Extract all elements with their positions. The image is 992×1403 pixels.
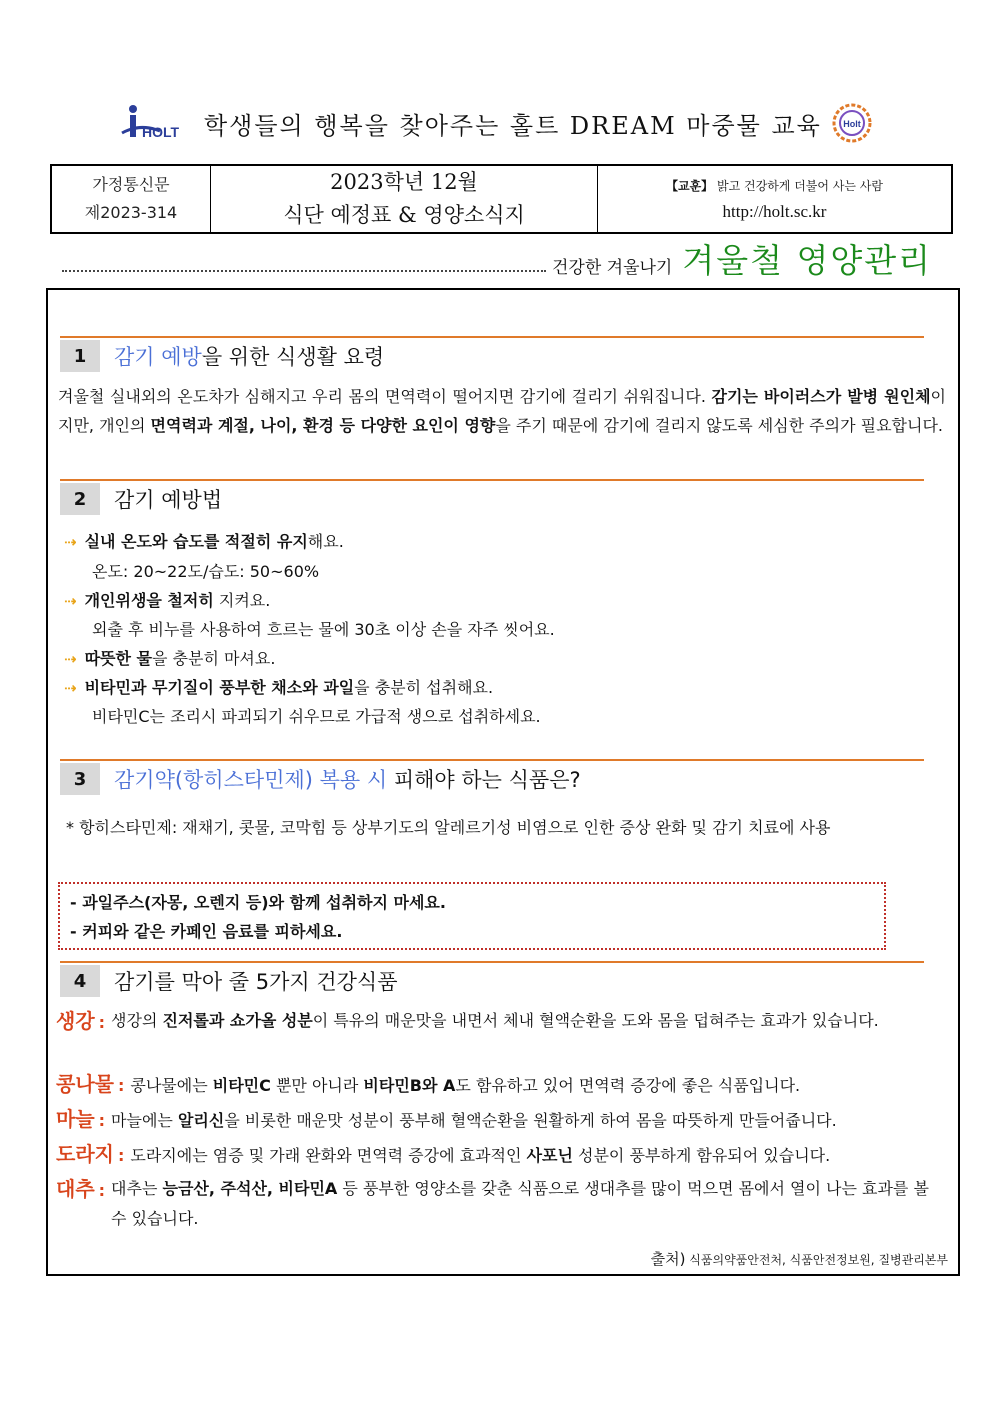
list-item: ⇢ 비타민과 무기질이 풍부한 채소와 과일을 충분히 섭취해요.	[64, 678, 494, 697]
svg-text:Holt: Holt	[843, 119, 861, 129]
list-item-detail: 비타민C는 조리시 파괴되기 쉬우므로 가급적 생으로 섭취하세요.	[92, 707, 541, 726]
arrow-icon: ⇢	[64, 533, 77, 551]
section-number: 4	[60, 965, 100, 997]
school-url-link[interactable]: http://holt.sc.kr	[722, 202, 827, 221]
school-cell	[598, 166, 951, 232]
school-slogan	[120, 100, 880, 146]
newsletter-subtitle	[62, 240, 932, 282]
source-citation: 출처) 식품의약품안전처, 식품안전정보원, 질병관리본부	[650, 1250, 948, 1268]
section-title: 감기 예방을 위한 식생활 요령	[114, 345, 385, 369]
document-title: 식단 예정표 & 영양소식지	[283, 203, 525, 227]
list-item: ⇢ 개인위생을 철저히 지켜요.	[64, 591, 271, 610]
subtitle-pre: 건강한 겨울나기	[552, 258, 673, 278]
arrow-icon: ⇢	[64, 592, 77, 610]
warning-item: - 과일주스(자몽, 오렌지 등)와 함께 섭취하지 마세요.	[70, 893, 446, 912]
list-item-detail: 온도: 20~22도/습도: 50~60%	[92, 562, 320, 581]
section-number: 3	[60, 763, 100, 795]
warning-item: - 커피와 같은 카페인 음료를 피하세요.	[70, 922, 343, 941]
antihistamine-note: * 항히스타민제: 재채기, 콧물, 코막힘 등 상부기도의 알레르기성 비염으로 인한 증상 완화 및 감기 치료에 사용	[66, 818, 831, 837]
warning-box	[58, 882, 886, 950]
holt-logo-icon	[120, 103, 200, 143]
food-item-bean-sprouts: 콩나물 : 콩나물에는 비타민C 뿐만 아니라 비타민B와 A도 함유하고 있어 면역력 증강에 좋은 식품입니다.	[56, 1072, 801, 1096]
food-item-garlic: 마늘 : 마늘에는 알리신을 비롯한 매운맛 성분이 풍부해 혈액순환을 원활하게 하여 몸을 따뜻하게 만들어줍니다.	[56, 1107, 837, 1131]
issue-date: 2023학년 12월	[330, 170, 478, 194]
section-number: 2	[60, 483, 100, 515]
newsletter-number-cell	[52, 166, 211, 232]
slogan-text: 학생들의 행복을 찾아주는 홀트 DREAM 마중물 교육	[204, 111, 822, 140]
section-1-paragraph: 겨울철 실내외의 온도차가 심해지고 우리 몸의 면역력이 떨어지면 감기에 걸리기 쉬워집니다. 감기는 바이러스가 발병 원인체이지만, 개인의 면역력과 계절, 나이, 환경 등 다양한 요인이 영향을 주기 때문에 감기에 걸리지 않도록 세심한 주의가 필요합니다.	[58, 387, 946, 435]
dotted-leader	[62, 270, 546, 272]
food-item-bellflower-root: 도라지 : 도라지에는 염증 및 가래 완화와 면역력 증강에 효과적인 사포닌 성분이 풍부하게 함유되어 있습니다.	[56, 1142, 831, 1166]
section-2-heading	[60, 479, 924, 517]
list-item: ⇢ 실내 온도와 습도를 적절히 유지해요.	[64, 532, 344, 551]
school-motto: 【교훈】 밝고 건강하게 더불어 사는 사람	[666, 179, 883, 193]
newsletter-number: 제2023-314	[84, 203, 178, 222]
section-title: 감기를 막아 줄 5가지 건강식품	[114, 970, 398, 994]
section-4-heading	[60, 961, 924, 999]
section-title: 감기약(항히스타민제) 복용 시 피해야 하는 식품은?	[114, 768, 581, 792]
section-title: 감기 예방법	[114, 488, 223, 512]
holt-badge-icon	[832, 103, 872, 143]
newsletter-label: 가정통신문	[92, 175, 170, 194]
title-cell	[211, 166, 598, 232]
section-number: 1	[60, 340, 100, 372]
arrow-icon: ⇢	[64, 679, 77, 697]
list-item: ⇢ 따뜻한 물을 충분히 마셔요.	[64, 649, 276, 668]
section-1-heading	[60, 336, 924, 374]
arrow-icon: ⇢	[64, 650, 77, 668]
page-title: 겨울철 영양관리	[682, 241, 932, 280]
newsletter-info-table	[50, 164, 953, 234]
section-3-heading	[60, 759, 924, 797]
svg-text:HOLT: HOLT	[142, 124, 180, 140]
food-item-ginger: 생강 : 생강의 진저롤과 쇼가올 성분이 특유의 매운맛을 내면서 체내 혈액순환을 도와 몸을 덥혀주는 효과가 있습니다.	[56, 1009, 879, 1033]
food-item-jujube: 대추 : 대추는 능금산, 주석산, 비타민A 등 풍부한 영양소를 갖춘 식품으로 생대추를 많이 먹으면 몸에서 열이 나는 효과를 볼 수 있습니다.	[56, 1177, 929, 1228]
list-item-detail: 외출 후 비누를 사용하여 흐르는 물에 30초 이상 손을 자주 씻어요.	[92, 620, 555, 639]
